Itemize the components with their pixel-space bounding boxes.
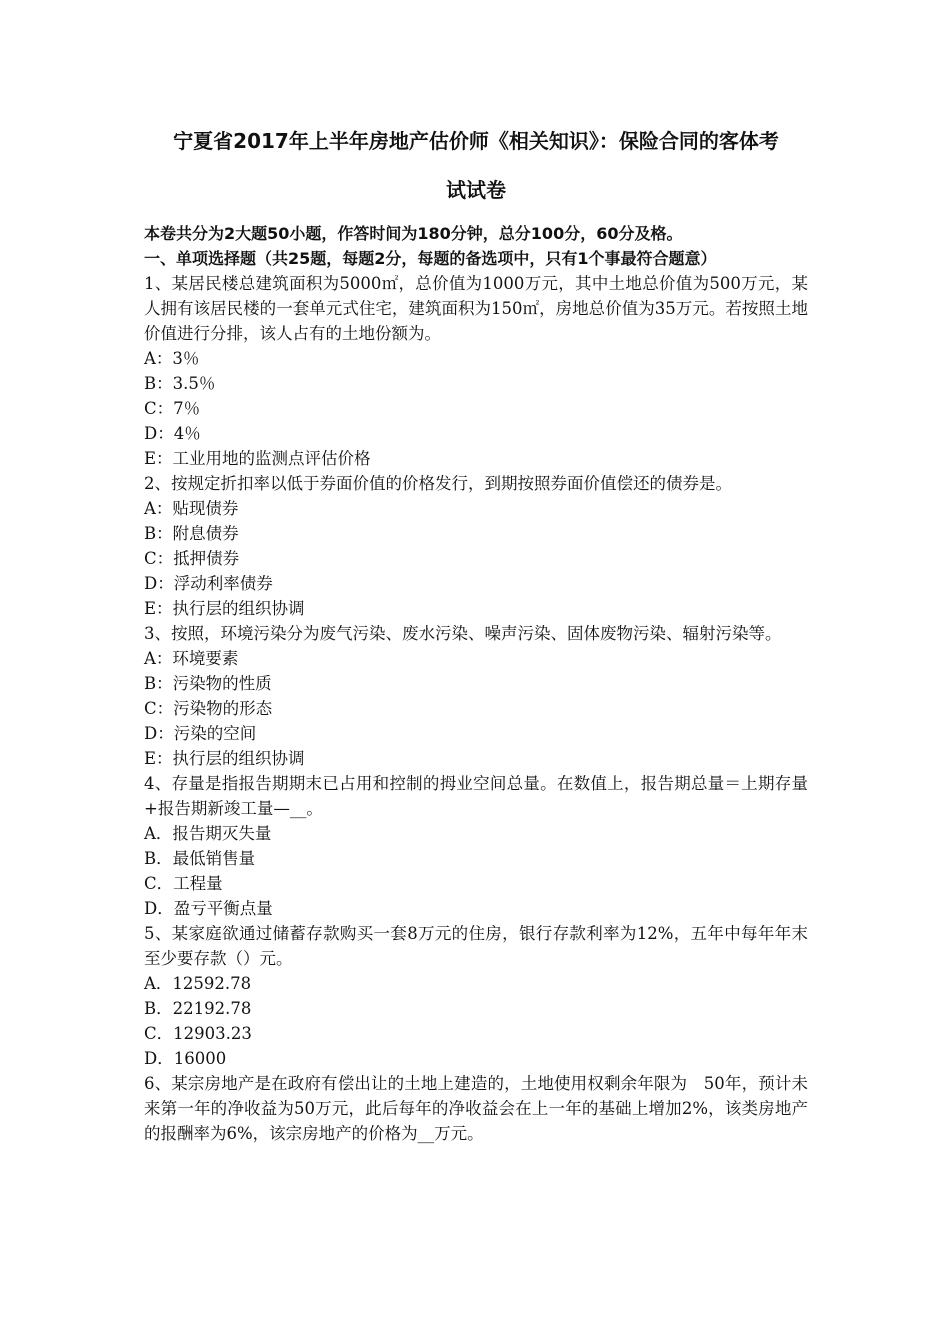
question-6	[144, 1071, 808, 1146]
question-stem: 3、按照，环境污染分为废气污染、废水污染、噪声污染、固体废物污染、辐射污染等。	[144, 624, 782, 643]
option-d: D：4％	[144, 424, 201, 443]
option-c: C：7％	[144, 399, 201, 418]
exam-intro: 本卷共分为2大题50小题，作答时间为180分钟，总分100分，60分及格。	[144, 224, 683, 243]
document-title-line1: 宁夏省2017年上半年房地产估价师《相关知识》：保险合同的客体考	[173, 129, 779, 153]
option-a: A．报告期灭失量	[144, 824, 272, 843]
option-b: B．22192.78	[144, 999, 252, 1018]
document-title-line2: 试试卷	[446, 178, 506, 202]
option-b: B．最低销售量	[144, 849, 256, 868]
question-stem: 2、按规定折扣率以低于券面价值的价格发行，到期按照券面价值偿还的债券是。	[144, 474, 732, 493]
question-5	[144, 921, 808, 1071]
option-e: E：工业用地的监测点评估价格	[144, 449, 371, 468]
question-stem: 6、某宗房地产是在政府有偿出让的土地上建造的，土地使用权剩余年限为 50年，预计未来第一年的净收益为50万元，此后每年的净收益会在上一年的基础上增加2%，该类房地产的报酬率为6%，该宗房地产的价格为__万元。	[144, 1074, 808, 1143]
option-b: B：污染物的性质	[144, 674, 272, 693]
option-c: C：污染物的形态	[144, 699, 273, 718]
option-a: A：贴现债券	[144, 499, 239, 518]
section-header: 一、单项选择题（共25题，每题2分，每题的备选项中，只有1个事最符合题意）	[144, 249, 717, 268]
option-d: D：污染的空间	[144, 724, 257, 743]
option-d: D：浮动利率债券	[144, 574, 273, 593]
option-a: A．12592.78	[144, 974, 252, 993]
question-4	[144, 771, 808, 921]
question-1	[144, 271, 808, 471]
question-stem: 1、某居民楼总建筑面积为5000㎡，总价值为1000万元，其中土地总价值为500万元，某人拥有该居民楼的一套单元式住宅，建筑面积为150㎡，房地总价值为35万元。若按照土地价值进行分排，该人占有的土地份额为。	[144, 274, 808, 343]
document-body	[144, 221, 808, 1146]
option-e: E：执行层的组织协调	[144, 749, 305, 768]
option-d: D．盈亏平衡点量	[144, 899, 273, 918]
option-c: C．12903.23	[144, 1024, 252, 1043]
option-d: D．16000	[144, 1049, 227, 1068]
option-a: A：3％	[144, 349, 200, 368]
question-stem: 5、某家庭欲通过储蓄存款购买一套8万元的住房，银行存款利率为12%，五年中每年年末至少要存款（）元。	[144, 924, 808, 968]
question-3	[144, 621, 808, 771]
option-b: B：3.5％	[144, 374, 216, 393]
question-stem: 4、存量是指报告期期末已占用和控制的拇业空间总量。在数值上，报告期总量＝上期存量+报告期新竣工量—__。	[144, 774, 808, 818]
option-c: C：抵押债券	[144, 549, 240, 568]
option-b: B：附息债券	[144, 524, 239, 543]
option-e: E：执行层的组织协调	[144, 599, 305, 618]
question-2	[144, 471, 808, 621]
option-a: A：环境要素	[144, 649, 239, 668]
option-c: C．工程量	[144, 874, 223, 893]
